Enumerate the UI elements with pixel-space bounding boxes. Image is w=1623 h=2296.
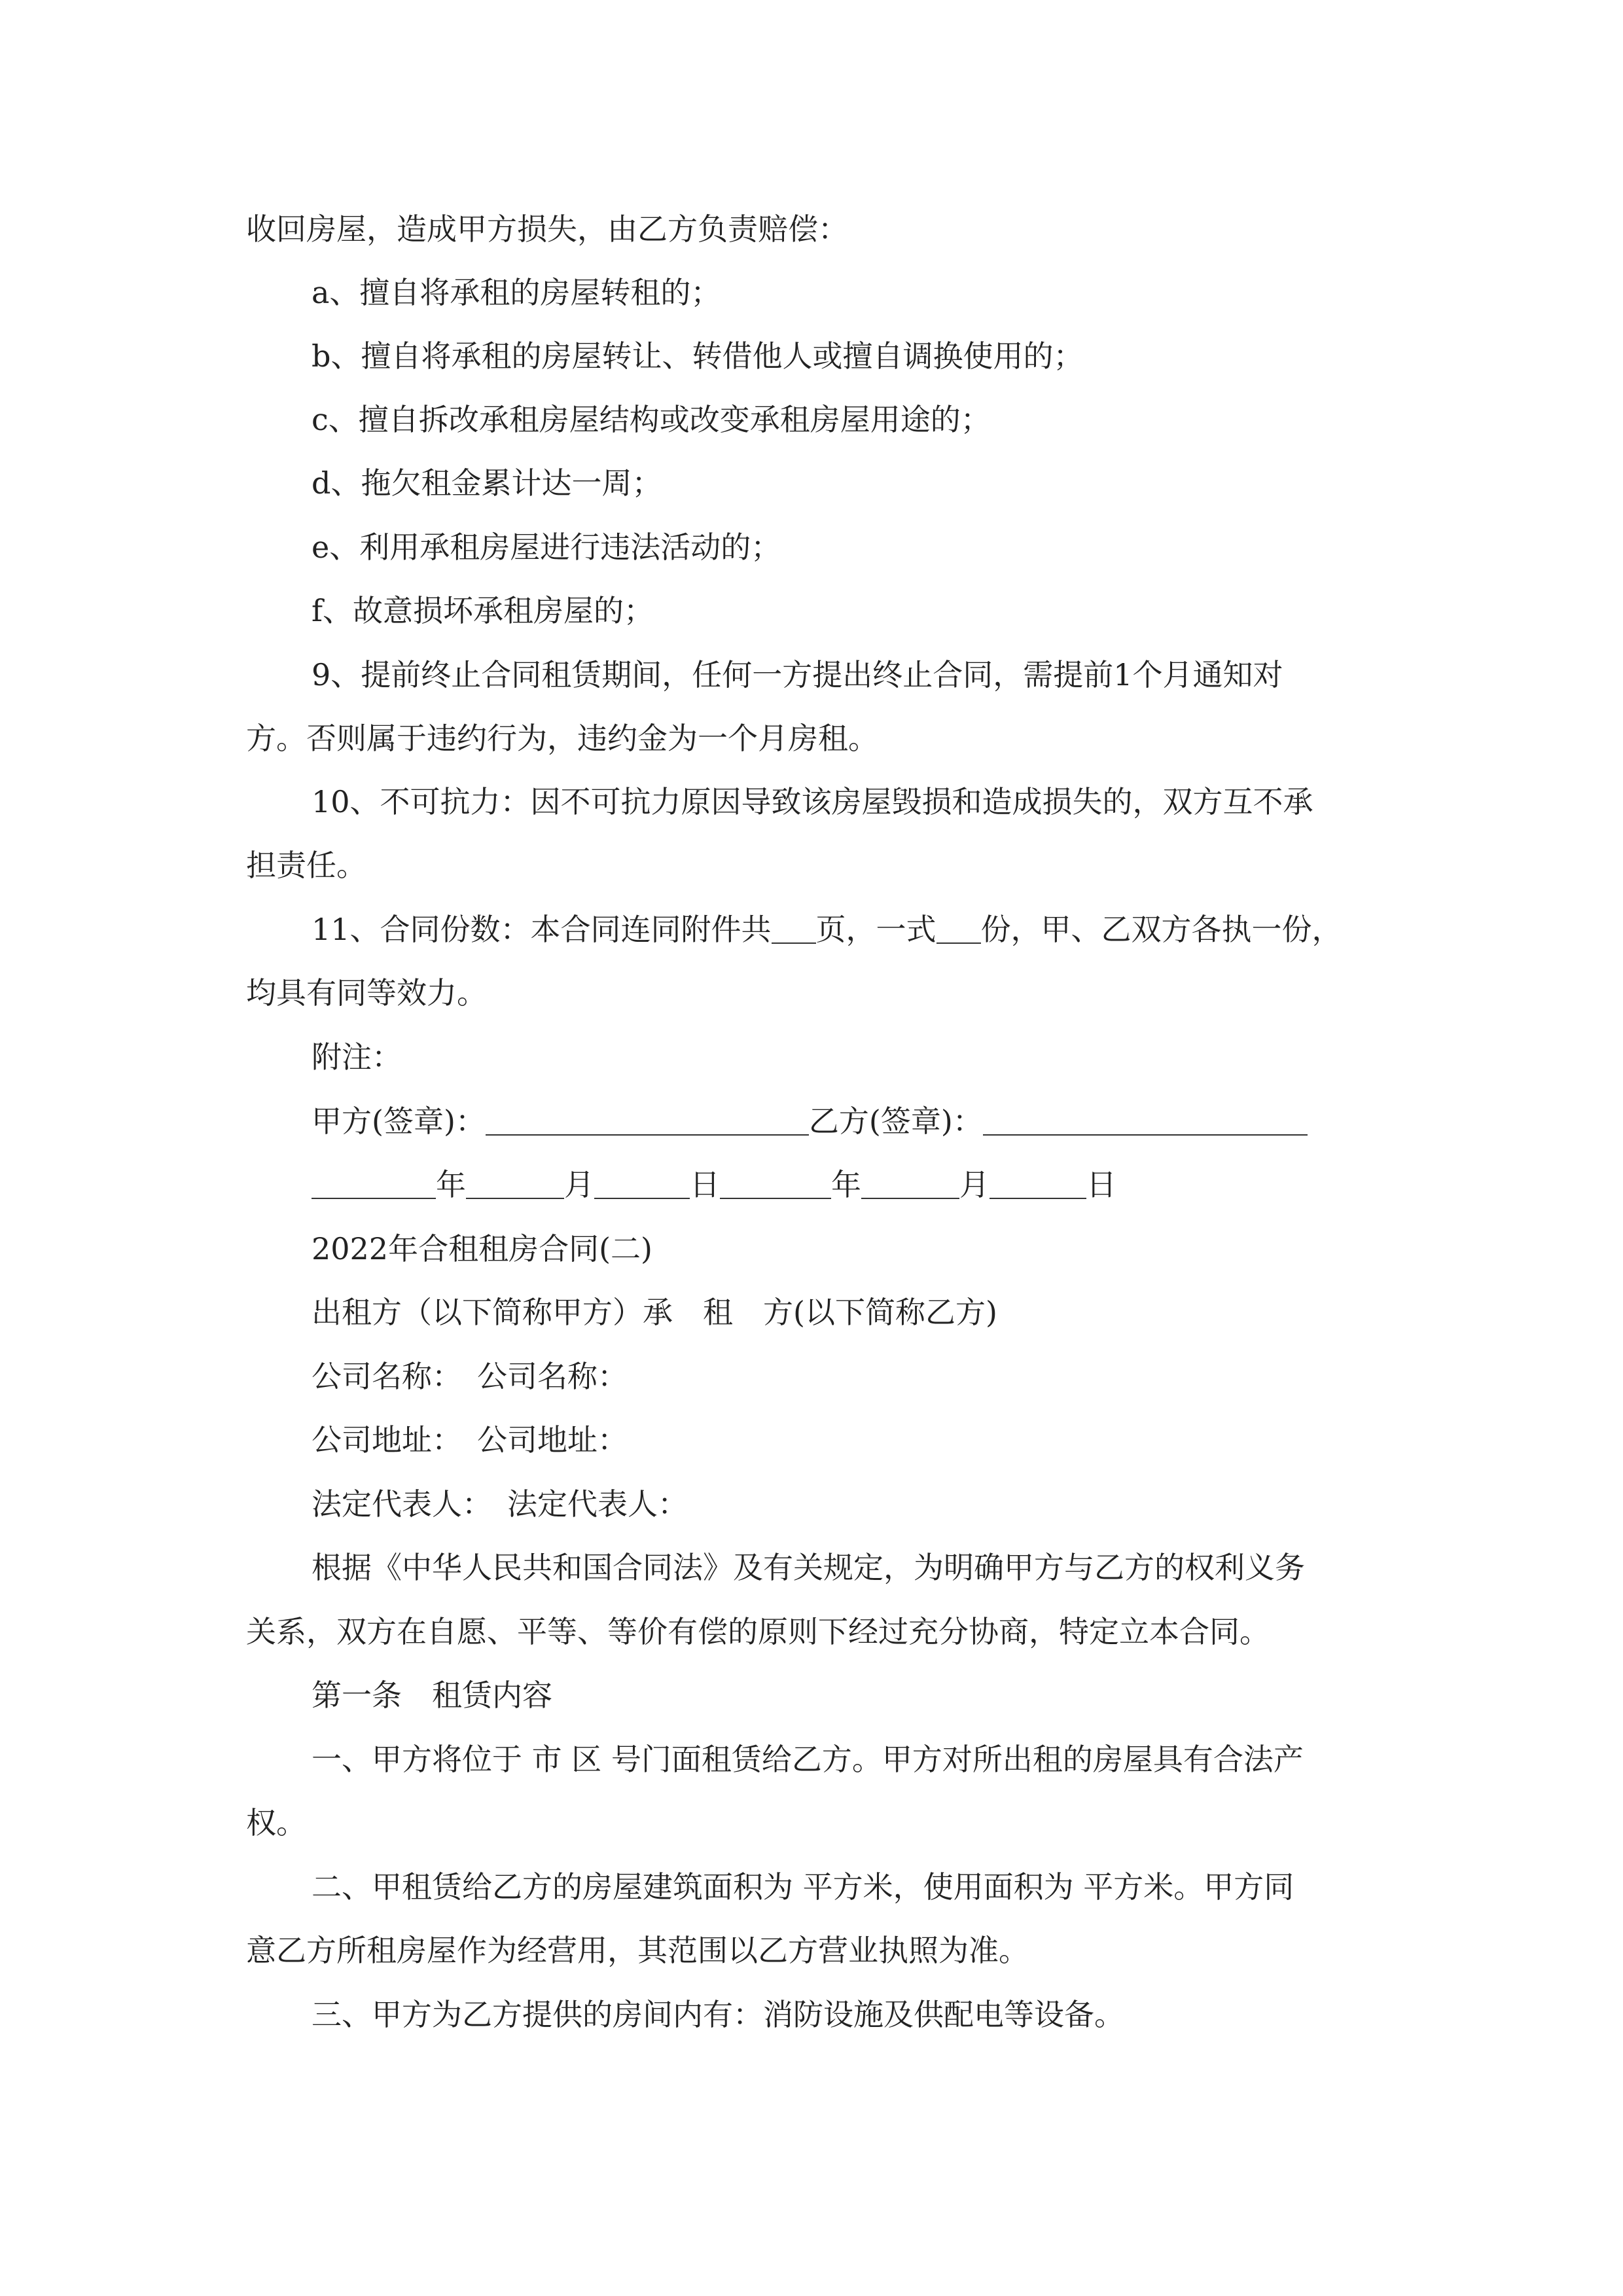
party-a-sign-label: 甲方(签章)：	[312, 1103, 486, 1139]
clause-9-line2: 方。否则属于违约行为，违约金为一个月房租。	[246, 721, 878, 756]
item-1-line2: 权。	[246, 1805, 306, 1840]
parties-line: 出租方（以下简称甲方）承 租 方(以下简称乙方)	[312, 1295, 997, 1330]
item-3-line: 三、甲方为乙方提供的房间内有：消防设施及供配电等设备。	[312, 1997, 1124, 2032]
company-address-line: 公司地址： 公司地址：	[312, 1422, 628, 1458]
year-b-blank	[720, 1168, 831, 1199]
list-item-f: f、故意损坏承租房屋的；	[312, 593, 654, 628]
party-b-sign-blank	[983, 1104, 1308, 1136]
day-b-label: 日	[1086, 1167, 1116, 1202]
month-a-label: 月	[564, 1167, 594, 1202]
clause-11-part-b: 页，一式	[815, 912, 936, 947]
list-item-a: a、擅自将承租的房屋转租的；	[312, 275, 721, 310]
month-b-blank	[861, 1168, 959, 1199]
article-1-heading: 第一条 租赁内容	[312, 1677, 552, 1713]
year-b-label: 年	[831, 1167, 861, 1202]
note-label: 附注：	[312, 1039, 402, 1075]
basis-line2: 关系，双方在自愿、平等、等价有偿的原则下经过充分协商，特定立本合同。	[246, 1614, 1270, 1649]
clause-10-line1: 10、不可抗力：因不可抗力原因导致该房屋毁损和造成损失的，双方互不承	[312, 784, 1313, 819]
year-a-blank	[312, 1168, 436, 1199]
item-1-line1: 一、甲方将位于 市 区 号门面租赁给乙方。甲方对所出租的房屋具有合法产	[312, 1742, 1304, 1777]
year-a-label: 年	[436, 1167, 466, 1202]
item-2-line1: 二、甲租赁给乙方的房屋建筑面积为 平方米，使用面积为 平方米。甲方同	[312, 1869, 1294, 1905]
copies-blank	[936, 912, 981, 944]
day-a-blank	[594, 1168, 690, 1199]
list-item-e: e、利用承租房屋进行违法活动的；	[312, 529, 781, 565]
party-b-sign-label: 乙方(签章)：	[808, 1103, 983, 1139]
signature-line	[0, 1088, 1623, 1154]
legal-rep-line: 法定代表人： 法定代表人：	[312, 1486, 688, 1522]
clause-11-line1	[0, 897, 1623, 962]
clause-11-part-a: 11、合同份数：本合同连同附件共	[312, 912, 772, 947]
item-2-line2: 意乙方所租房屋作为经营用，其范围以乙方营业执照为准。	[246, 1933, 1029, 1968]
date-line	[0, 1152, 1623, 1217]
list-item-b: b、擅自将承租的房屋转让、转借他人或擅自调换使用的；	[312, 338, 1084, 374]
day-a-label: 日	[690, 1167, 720, 1202]
text-line: 收回房屋，造成甲方损失，由乙方负责赔偿：	[246, 211, 848, 247]
clause-9-line1: 9、提前终止合同租赁期间，任何一方提出终止合同，需提前1个月通知对	[312, 657, 1283, 692]
list-item-c: c、擅自拆改承租房屋结构或改变承租房屋用途的；	[312, 402, 991, 437]
basis-line1: 根据《中华人民共和国合同法》及有关规定，为明确甲方与乙方的权利义务	[312, 1550, 1305, 1585]
clause-10-line2: 担责任。	[246, 848, 366, 883]
month-b-label: 月	[959, 1167, 990, 1202]
pages-blank	[772, 912, 816, 944]
clause-11-part-c: 份，甲、乙双方各执一份，	[980, 912, 1342, 947]
clause-11-line2: 均具有同等效力。	[246, 975, 487, 1011]
company-name-line: 公司名称： 公司名称：	[312, 1359, 628, 1394]
day-b-blank	[990, 1168, 1086, 1199]
list-item-d: d、拖欠租金累计达一周；	[312, 465, 662, 501]
party-a-sign-blank	[486, 1104, 809, 1136]
contract-2-title: 2022年合租租房合同(二)	[312, 1231, 652, 1266]
month-a-blank	[466, 1168, 564, 1199]
